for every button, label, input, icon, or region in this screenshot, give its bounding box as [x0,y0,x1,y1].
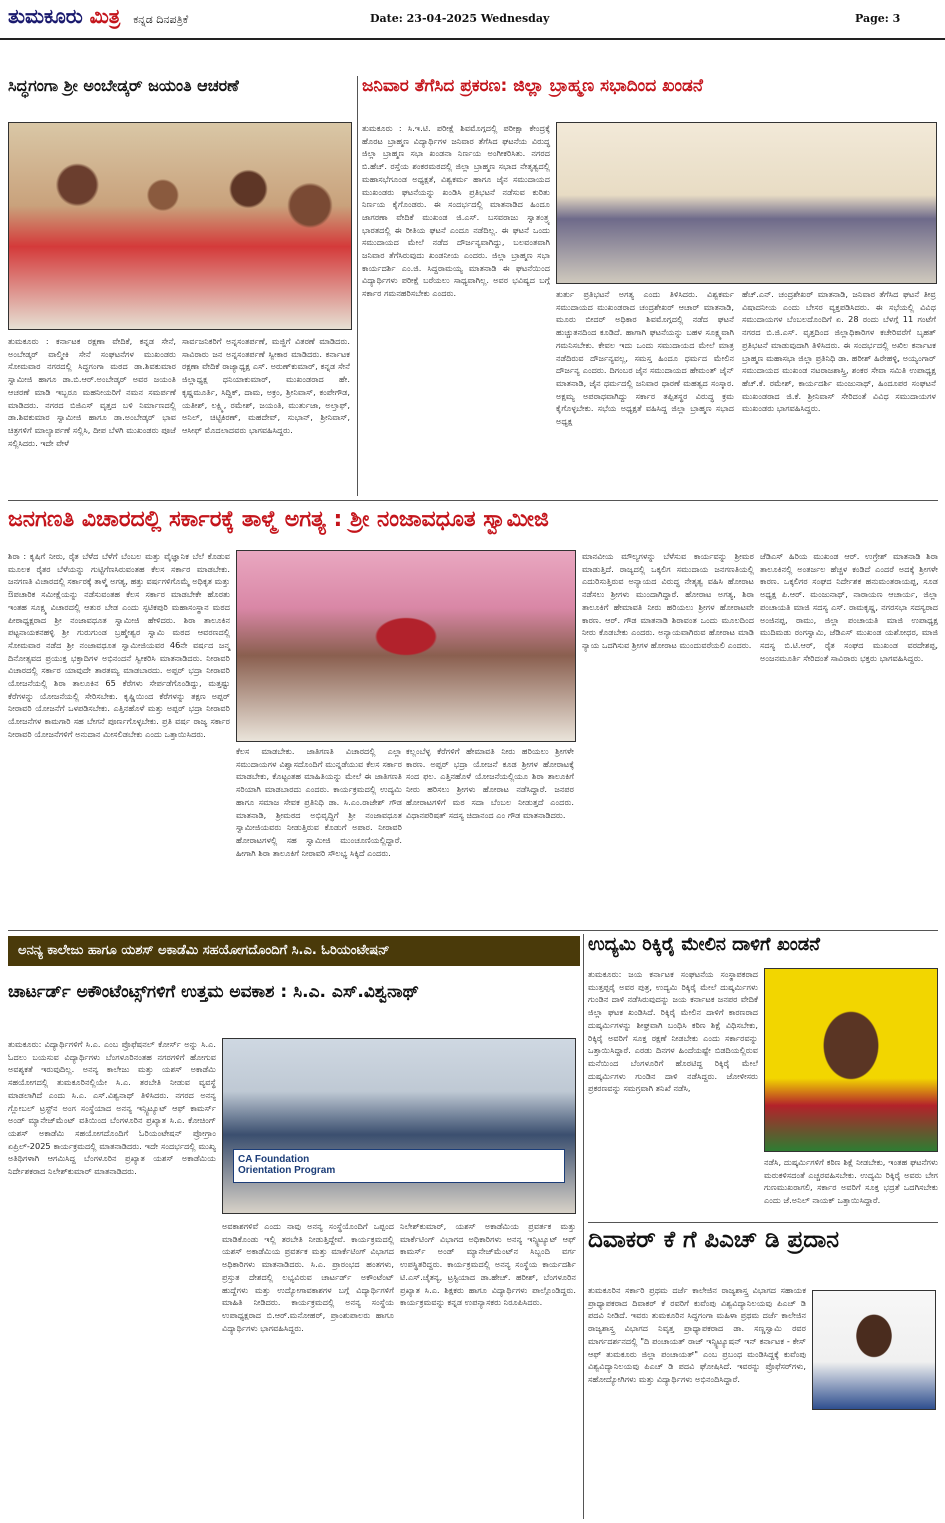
story5-col1: ತುಮಕೂರು: ಜಯ ಕರ್ನಾಟಕ ಸಂಘಟನೆಯ ಸಂಸ್ಥಾಪಕರಾದ ಮುತ್ತಪ್ಪರೈ ಅವರ ಪುತ್ರ, ಉದ್ಯಮಿ ರಿಕ್ಕಿರೈ ಮೇಲೆ ದುಷ್ಕರ್ಮಿಗಳು ಗುಂಡಿನ ದಾಳಿ ನಡೆಸಿರುವುದನ್ನು ಜಯ ಕರ್ನಾಟಕ ಜನಪರ ವೇದಿಕೆ ಜಿಲ್ಲಾ ಘಟಕ ಖಂಡಿಸಿದೆ. ರಿಕ್ಕಿರೈ ಮೇಲಿನ ದಾಳಿಗೆ ಕಾರಣರಾದ ದುಷ್ಕರ್ಮಿಗಳನ್ನು ಶೀಘ್ರವಾಗಿ ಬಂಧಿಸಿ ಕಠಿಣ ಶಿಕ್ಷೆ ವಿಧಿಸಬೇಕು, ರಿಕ್ಕಿರೈ ಅವರಿಗೆ ಸೂಕ್ತ ರಕ್ಷಣೆ ನೀಡಬೇಕು ಎಂದು ಸರ್ಕಾರವನ್ನು ಒತ್ತಾಯಿಸಿದ್ದಾರೆ. ಎರಡು ದಿನಗಳ ಹಿಂದೆಯಷ್ಟೇ ಬಿಡದಿಯಲ್ಲಿರುವ ಮನೆಯಿಂದ ಬೆಂಗಳೂರಿಗೆ ಹೊರಟಿದ್ದ ರಿಕ್ಕಿರೈ ಮೇಲೆ ದುಷ್ಕರ್ಮಿಗಳು ಗುಂಡಿನ ದಾಳಿ ನಡೆಸಿದ್ದರು. ಜೋಳೀಸರು ಪ್ರಕರಣವನ್ನು ಸಮಗ್ರವಾಗಿ ತನಿಖೆ ನಡೆಸಿ, [588,969,758,1094]
story6-body: ತುಮಕೂರಿನ ಸರ್ಕಾರಿ ಪ್ರಥಮ ದರ್ಜೆ ಕಾಲೇಜಿನ ರಾಜ್ಯಶಾಸ್ತ್ರ ವಿಭಾಗದ ಸಹಾಯಕ ಪ್ರಾಧ್ಯಾಪಕರಾದ ದಿವಾಕರ್ ಕೆ ರವರಿಗೆ ಕುವೆಂಪು ವಿಶ್ವವಿದ್ಯಾನಿಲಯವು ಪಿಎಚ್ ಡಿ ಪದವಿ ನೀಡಿದೆ. ಇವರು ತುಮಕೂರಿನ ಸಿದ್ಧಗಂಗಾ ಮಹಿಳಾ ಪ್ರಥಮ ದರ್ಜೆ ಕಾಲೇಜಿನ ರಾಜ್ಯಶಾಸ್ತ್ರ ವಿಭಾಗದ ನಿವೃತ್ತ ಪ್ರಾಧ್ಯಾಪಕರಾದ ಡಾ. ಸಣ್ಣಸ್ವಾಮಿ ರವರ ಮಾರ್ಗದರ್ಶನದಲ್ಲಿ "ದಿ ಪಂಚಾಯತ್ ರಾಜ್ ಇನ್ಸ್ಟಿಟ್ಯೂಷನ್ ಇನ್ ಕರ್ನಾಟಕ - ಕೇಸ್ ಆಫ್ ತುಮಕೂರು ಜಿಲ್ಲಾ ಪಂಚಾಯತ್" ಎಂಬ ಪ್ರಬಂಧ ಮಂಡಿಸಿದ್ದಕ್ಕೆ ಕುವೆಂಪು ವಿಶ್ವವಿದ್ಯಾನಿಲಯವು ಪಿಎಚ್ ಡಿ ಪದವಿ ಘೋಷಿಸಿದೆ. ಇವರನ್ನು ಪ್ರೊಫೆಸರ್‌ಗಳು, ಸಹೋದ್ಯೋಗಿಗಳು ಮತ್ತು ವಿದ್ಯಾರ್ಥಿಗಳು ಅಭಿನಂದಿಸಿದ್ದಾರೆ. [588,1285,806,1384]
section-divider [8,930,938,931]
page-number: Page: 3 [855,12,901,25]
story2-col2: ತುರ್ತು ಪ್ರತಿಭಟನೆ ಅಗತ್ಯ ಎಂದು ತಿಳಿಸಿದರು. ವಿಶ್ವಕರ್ಮ ಸಮುದಾಯದ ಮುಖಂಡರಾದ ಚಂದ್ರಶೇಖರ್ ಆಚಾರ್ ಮಾತನಾಡಿ, ಮೂರು ಬೀದರ್ ಅಧಿಕಾರ ಶಿವಮೊಗ್ಗದಲ್ಲಿ ನಡೆದ ಘಟನೆ ಹುಚ್ಚುತನದಿಂದ ಕೂಡಿದೆ. ಹಾಗಾಗಿ ಘಟನೆಯನ್ನು ಬಹಳ ಸೂಕ್ಷ್ಮವಾಗಿ ಗಮನಿಸಬೇಕು. ಕೇವಲ ಇದು ಒಂದು ಸಮುದಾಯದ ಮೇಲೆ ಮಾತ್ರ ನಡೆದಿರುವ ದೌರ್ಜನ್ಯವಲ್ಲ, ಸಮಸ್ತ ಹಿಂದೂ ಧರ್ಮದ ಮೇಲಿನ ದೌರ್ಜನ್ಯ ಎಂದರು. ದಿಗಂಬರ ಜೈನ ಸಮುದಾಯದ ಹೇಮಂತ್ ಜೈನ್ ಮಾತನಾಡಿ, ಜೈನ ಧರ್ಮದಲ್ಲಿ ಜನಿವಾರ ಧಾರಣೆ ಮಹತ್ವದ ಸಂಸ್ಕಾರ. ಅಕ್ಷಮ್ಯ ಅಪರಾಧವಾಗಿದ್ದು ಸರ್ಕಾರ ತಪ್ಪಿತಸ್ಥರ ವಿರುದ್ಧ ಕ್ರಮ ಕೈಗೊಳ್ಳಬೇಕು. ಸಭೆಯ ಅಧ್ಯಕ್ಷತೆ ವಹಿಸಿದ್ದ ಜಿಲ್ಲಾ ಬ್ರಾಹ್ಮಣ ಸಭಾದ ಅಧ್ಯಕ್ಷ [556,289,734,427]
story1-col2: ಸಾರ್ವಜನಿಕರಿಗೆ ಅನ್ನಸಂತರ್ಪಣೆ, ಮಜ್ಜಿಗೆ ವಿತರಣೆ ಮಾಡಿದರು. ಸಾವಿರಾರು ಜನ ಅನ್ನಸಂತರ್ಪಣೆ ಸ್ವೀಕಾರ ಮಾಡಿದರು. ಕರ್ನಾಟಕ ರಕ್ಷಣಾ ವೇದಿಕೆ ರಾಜ್ಯಾಧ್ಯಕ್ಷ ಎಸ್. ಅರುಣ್‌ಕುಮಾರ್, ಕನ್ನಡ ಸೇನೆ ಜಿಲ್ಲಾಧ್ಯಕ್ಷ ಧನಿಯಾಕುಮಾರ್, ಮುಖಂಡರಾದ ಹೇ. ಕೃಷ್ಣಮೂರ್ತಿ, ಸಿದ್ದಿಕ್, ದಾಮ, ಅಕ್ರಂ, ಶ್ರೀನಿವಾಸ್, ಕಂಪೇಗೌಡ, ಯತೀಶ್, ಲಕ್ಷ್ಮಿ, ರಮೇಶ್, ಜಯಂತಿ, ಮುರ್ತುಜಾ, ಅಲ್ತಾಫ್, ಅನಿಲ್, ಚಿಟ್ಟಿಕಿರಣ್, ಮಹದೇವ್, ಸುಭಾನ್, ಶ್ರೀನಿವಾಸ್, ಆಸೀಫ್ ಮೊದಲಾದವರು ಭಾಗವಹಿಸಿದ್ದರು. [182,336,350,435]
story3-headline: ಜನಗಣತಿ ವಿಚಾರದಲ್ಲಿ ಸರ್ಕಾರಕ್ಕೆ ತಾಳ್ಮೆ ಅಗತ್ಯ : ಶ್ರೀ ನಂಜಾವಧೂತ ಸ್ವಾಮೀಜಿ [8,507,549,532]
issue-date: Date: 23-04-2025 Wednesday [370,12,550,25]
story4-headline: ಚಾರ್ಟರ್ಡ್ ಅಕೌಂಟೆಂಟ್ಸ್‌ಗಳಿಗೆ ಉತ್ತಮ ಅವಕಾಶ : ಸಿ.ಎ. ಎಸ್.ವಿಶ್ವನಾಥ್ [8,982,420,1002]
story4-col1: ತುಮಕೂರು: ವಿದ್ಯಾರ್ಥಿಗಳಿಗೆ ಸಿ.ಎ. ಎಂಬ ಪ್ರೊಫೆಷನಲ್ ಕೋರ್ಸ್ ಅನ್ನು ಸಿ.ಎ. ಓದಲು ಬಯಸುವ ವಿದ್ಯಾರ್ಥಿಗಳು ಬೆಂಗಳೂರಿನಂತಹ ನಗರಗಳಿಗೆ ಹೋಗುವ ಅವಶ್ಯಕತೆ ಇರುವುದಿಲ್ಲ. ಅನನ್ಯ ಕಾಲೇಜು ಮತ್ತು ಯಶಸ್ ಅಕಾಡೆಮಿ ಸಹಯೋಗದಲ್ಲಿ ತುಮಕೂರಿನಲ್ಲಿಯೇ ಸಿ.ಎ. ತರಬೇತಿ ನೀಡುವ ವ್ಯವಸ್ಥೆ ಮಾಡಲಾಗಿದೆ ಎಂದು ಸಿ.ಎ. ಎಸ್.ವಿಶ್ವನಾಥ್ ತಿಳಿಸಿದರು. ನಗರದ ಅನನ್ಯ ಗ್ಲೋಬಲ್ ಟ್ರಸ್ಟ್‌ನ ಅಂಗ ಸಂಸ್ಥೆಯಾದ ಅನನ್ಯ ಇನ್ಸ್ಟಿಟ್ಯೂಟ್ ಆಫ್ ಕಾಮರ್ಸ್ ಅಂಡ್ ಮ್ಯಾನೇಜ್‌ಮೆಂಟ್ ವತಿಯಿಂದ ಬೆಂಗಳೂರಿನ ಪ್ರಖ್ಯಾತ ಸಿ.ಎ. ಕೋಚಿಂಗ್ ಯಶಸ್ ಅಕಾಡೆಮಿ ಸಹಯೋಗದೊಂದಿಗೆ ಓರಿಯಂಟೇಷನ್ ಪ್ರೋಗ್ರಾಂ ಏಪ್ರಿಲ್-2025 ಕಾರ್ಯಕ್ರಮದಲ್ಲಿ ಮಾತನಾಡಿದರು. ಇದೇ ಸಂದರ್ಭದಲ್ಲಿ ಮುಖ್ಯ ಅತಿಥಿಗಳಾಗಿ ಆಗಮಿಸಿದ್ದ ಬೆಂಗಳೂರಿನ ಪ್ರಖ್ಯಾತ ಯಶಸ್ ಅಕಾಡೆಮಿಯ ನಿರ್ದೇಶಕರಾದ ನಿಲೇಶ್‌ಕುಮಾರ್ ಮಾತನಾಡಿದರು. [8,1039,216,1177]
story3-col2: ಕೆಲಸ ಮಾಡಬೇಕು. ಜಾತಿಗಣತಿ ವಿಚಾರದಲ್ಲಿ ಎಲ್ಲಾ ಸಮುದಾಯಗಳ ವಿಶ್ವಾಸದೊಂದಿಗೆ ಮುನ್ನಡೆಯುವ ಕೆಲಸ ಸರ್ಕಾರ ಮಾಡಬೇಕು, ಕೊಟ್ಟಂತಹ ಮಾಹಿತಿಯನ್ನು ಮೇಲೆ ಈ ಜಾತಿಗಣತಿ ಸರಿಯಾಗಿ ಮಾಡಬಾರದು ಎಂದರು. ಕಾರ್ಯಕ್ರಮದಲ್ಲಿ ಉದ್ಯಮಿ ಹಾಗೂ ಸಮಾಜ ಸೇವಕ ಪ್ರತಿನಿಧಿ ಡಾ. ಸಿ.ಎಂ.ರಾಜೇಶ್ ಗೌಡ ಮಾತನಾಡಿ, ಶ್ರೀಮಠದ ಅಭಿವೃದ್ಧಿಗೆ ಶ್ರೀ ನಂಜಾವಧೂತ ಸ್ವಾಮೀಜಿಯವರು ನೀಡುತ್ತಿರುವ ಕೊಡುಗೆ ಅಪಾರ. ನೀರಾವರಿ ಹೋರಾಟಗಳಲ್ಲಿ ಸಹ ಸ್ವಾಮೀಜಿ ಮುಂಚೂಣಿಯಲ್ಲಿದ್ದಾರೆ. ಹೀಗಾಗಿ ಶಿರಾ ತಾಲೂಕಿಗೆ ನೀರಾವರಿ ಸೌಲಭ್ಯ ಸಿಕ್ಕಿದೆ ಎಂದರು. [236,746,402,858]
photo-banner [233,1149,565,1183]
story3-col3: ಕಲ್ಲಂಬೆಳ್ಳ ಕೆರೆಗಳಿಗೆ ಹೇಮಾವತಿ ನೀರು ಹರಿಯಲು ಶ್ರೀಗಳೇ ಕಾರಣ. ಅಪ್ಪರ್ ಭದ್ರಾ ಯೋಜನೆ ಕೂಡ ಶ್ರೀಗಳ ಹೋರಾಟಕ್ಕೆ ಸಂದ ಫಲ. ಎತ್ತಿನಹೊಳೆ ಯೋಜನೆಯಲ್ಲಿಯೂ ಶಿರಾ ತಾಲೂಕಿಗೆ ನೀರು ಹರಿಸಲು ಶ್ರೀಗಳು ಹೋರಾಟ ನಡೆಸಿದ್ದಾರೆ. ಜನಪರ ಹೋರಾಟಗಳಿಗೆ ಮಠ ಸದಾ ಬೆಂಬಲ ನೀಡುತ್ತದೆ ಎಂದರು. ವಿಧಾನಪರಿಷತ್ ಸದಸ್ಯ ಚಿದಾನಂದ ಎಂ ಗೌಡ ಮಾತನಾಡಿದರು. [406,746,574,820]
story2-col1: ತುಮಕೂರು : ಸಿ.ಇ.ಟಿ. ಪರೀಕ್ಷೆ ಶಿವಮೊಗ್ಗದಲ್ಲಿ ಪರೀಕ್ಷಾ ಕೇಂದ್ರಕ್ಕೆ ಹೊರಟ ಬ್ರಾಹ್ಮಣ ವಿದ್ಯಾರ್ಥಿಗಳ ಜನಿವಾರ ತೆಗೆಸಿದ ಘಟನೆಯ ವಿರುದ್ಧ ಜಿಲ್ಲಾ ಬ್ರಾಹ್ಮಣ ಸಭಾ ಖಂಡನಾ ನಿರ್ಣಯ ಅಂಗೀಕರಿಸಿತು. ನಗರದ ಬಿ.ಹೆಚ್. ರಸ್ತೆಯ ಶಂಕರಮಠದಲ್ಲಿ ಜಿಲ್ಲಾ ಬ್ರಾಹ್ಮಣ ಸಭಾದ ನೇತೃತ್ವದಲ್ಲಿ ಮಹಾಸಭೆಗೂಂಡ ಅಧ್ಯಕ್ಷತೆ, ವಿಶ್ವಕರ್ಮ ಹಾಗೂ ಜೈನ ಸಮುದಾಯದ ಮುಖಂಡರು ಘಟನೆಯನ್ನು ಖಂಡಿಸಿ ಪ್ರತಿಭಟನೆ ನಡೆಸುವ ಕುರಿತು ನಿರ್ಣಯ ಕೈಗೊಂಡರು. ಈ ಸಂದರ್ಭದಲ್ಲಿ ಮಾತನಾಡಿದ ಹಿಂದೂ ಜಾಗರಣಾ ವೇದಿಕೆ ಮುಖಂಡ ಜಿ.ಎಸ್. ಬಸವರಾಜು ಸ್ವಾತಂತ್ರ್ಯ ಭಾರತದಲ್ಲಿ ಈ ರೀತಿಯ ಘಟನೆ ಎಂದೂ ನಡೆದಿಲ್ಲ. ಈ ಘಟನೆ ಒಂದು ಸಮುದಾಯದ ಮೇಲೆ ನಡೆದ ದೌರ್ಜನ್ಯವಾಗಿದ್ದು, ಬಲವಂತವಾಗಿ ಜನಿವಾರ ತೆಗೆಸಿರುವುದು ಖಂಡನೀಯ ಎಂದರು. ಜಿಲ್ಲಾ ಬ್ರಾಹ್ಮಣ ಸಭಾ ಕಾರ್ಯದರ್ಶಿ ಎಂ.ಜಿ. ಸಿದ್ದರಾಮಯ್ಯ ಮಾತನಾಡಿ ಈ ಘಟನೆಯಿಂದ ವಿದ್ಯಾರ್ಥಿಗಳು ಪರೀಕ್ಷೆ ಬರೆಯಲು ಸಾಧ್ಯವಾಗಿಲ್ಲ. ಅವರ ಭವಿಷ್ಯದ ಬಗ್ಗೆ ಸರ್ಕಾರ ಗಮನಹರಿಸಬೇಕು ಎಂದರು. [362,123,550,299]
masthead [8,4,188,28]
section-divider [8,500,938,501]
story6-headline: ದಿವಾಕರ್ ಕೆ ಗೆ ಪಿಎಚ್ ಡಿ ಪ್ರದಾನ [588,1227,840,1253]
story4-col3: ನಿಲೇಶ್‌ಕುಮಾರ್, ಯಶಸ್ ಅಕಾಡೆಮಿಯ ಪ್ರವರ್ತಕ ಮತ್ತು ಮಾರ್ಕೆಟಿಂಗ್ ವಿಭಾಗದ ಅಧಿಕಾರಿಗಳು ಅನನ್ಯ ಇನ್ಸ್ಟಿಟ್ಯೂಟ್ ಆಫ್ ಕಾಮರ್ಸ್ ಅಂಡ್ ಮ್ಯಾನೇಜ್‌ಮೆಂಟ್‌ನ ಸಿಬ್ಬಂದಿ ವರ್ಗ ಉಪಸ್ಥಿತರಿದ್ದರು. ಕಾರ್ಯಕ್ರಮದಲ್ಲಿ ಅನನ್ಯ ಸಂಸ್ಥೆಯ ಕಾರ್ಯದರ್ಶಿ ಟಿ.ಎಸ್.ಚೈತನ್ಯ, ಟ್ರಸ್ಟಿಯಾದ ಡಾ.ಹೇಚ್. ಹರೀಶ್, ಬೆಂಗಳೂರಿನ ಪ್ರಖ್ಯಾತ ಸಿ.ಎ. ಶಿಕ್ಷಕರು ಹಾಗೂ ವಿದ್ಯಾರ್ಥಿಗಳು ಪಾಲ್ಗೊಂಡಿದ್ದರು. ಕಾರ್ಯಕ್ರಮವನ್ನು ಕನ್ನಡ ಉಪನ್ಯಾಸಕರು ನಿರೂಪಿಸಿದರು. [400,1221,576,1308]
story4-photo [222,1038,576,1214]
masthead-name-a: ತುಮಕೂರು [8,4,83,28]
masthead-tagline: ಕನ್ನಡ ದಿನಪತ್ರಿಕೆ [133,13,189,26]
story1-col1: ತುಮಕೂರು : ಕರ್ನಾಟಕ ರಕ್ಷಣಾ ವೇದಿಕೆ, ಕನ್ನಡ ಸೇನೆ, ಅಂಬೇಡ್ಕರ್ ವಾಲ್ಮೀಕಿ ಸೇನೆ ಸಂಘಟನೆಗಳ ಮುಖಂಡರು ಸೋಮವಾರ ನಗರದಲ್ಲಿ ಸಿದ್ಧಗಂಗಾ ಮಠದ ಡಾ.ಶಿವಕುಮಾರ ಸ್ವಾಮೀಜಿ ಹಾಗೂ ಡಾ.ಬಿ.ಆರ್.ಅಂಬೇಡ್ಕರ್ ಅವರ ಜಯಂತಿ ಆಚರಣೆ ಮಾಡಿ ಇಬ್ಬರೂ ಮಹನೀಯರಿಗೆ ನಮನ ಸಮರ್ಪಣೆ ಮಾಡಿದರು. ನಗರದ ಬಿಜಿಎಸ್ ವೃತ್ತದ ಬಳಿ ನಿರ್ಮಾಣದಲ್ಲಿ ಡಾ.ಶಿವಕುಮಾರ ಸ್ವಾಮೀಜಿ ಹಾಗೂ ಡಾ.ಅಂಬೇಡ್ಕರ್ ಭಾವ ಚಿತ್ರಗಳಿಗೆ ಮಾಲ್ಯಾರ್ಪಣೆ ಸಲ್ಲಿಸಿ, ದೀಪ ಬೆಳಗಿ ಮುಖಂಡರು ಪೂಜೆ ಸಲ್ಲಿಸಿದರು. ಇದೇ ವೇಳೆ [8,336,176,448]
story3-col5: ಜೆಡಿಎಸ್ ಹಿರಿಯ ಮುಖಂಡ ಆರ್. ಉಗ್ರೇಶ್ ಮಾತನಾಡಿ ಶಿರಾ ತಾಲೂಕಿನಲ್ಲಿ ಅಂತರ್ಜಲ ಹೆಚ್ಚಳ ಕಂಡಿದೆ ಎಂದರೆ ಅದಕ್ಕೆ ಶ್ರೀಗಳೇ ಕಾರಣ. ಒಕ್ಕಲಿಗರ ಸಂಘದ ನಿರ್ದೇಶಕ ಹನುಮಂತರಾಯಪ್ಪ, ಸೂಡ ಅಧ್ಯಕ್ಷ ಪಿ.ಆರ್. ಮಂಜುನಾಥ್, ನಾರಾಯಣ ಆಚಾರ್ಯ, ಜಿಲ್ಲಾ ಪಂಚಾಯತಿ ಮಾಜಿ ಸದಸ್ಯ ಎಸ್. ರಾಮಕೃಷ್ಣ, ನಗರಸಭಾ ಸದಸ್ಯರಾದ ಅಂಜಿನಪ್ಪ, ರಾಮು, ಜಿಲ್ಲಾ ಪಂಚಾಯತಿ ಮಾಜಿ ಉಪಾಧ್ಯಕ್ಷ ಮುದಿಮಡು ರಂಗಸ್ವಾಮಿ, ಜೆಡಿಎಸ್ ಮುಖಂಡ ಯಶೋಧರ, ಮಾಜಿ ಸದಸ್ಯ ಬಿ.ಟಿ.ಆರ್, ರೈತ ಸಂಘದ ಮುಖಂಡ ವರದೇಶಪ್ಪ, ಅಂಜನಮೂರ್ತಿ ಸೇರಿದಂತೆ ಸಾವಿರಾರು ಭಕ್ತರು ಭಾಗವಹಿಸಿದ್ದರು. [760,551,938,663]
column-divider [583,934,584,1519]
story5-col2: ನಡೆಸಿ, ದುಷ್ಕರ್ಮಿಗಳಿಗೆ ಕಠಿಣ ಶಿಕ್ಷೆ ನೀಡಬೇಕು, ಇಂತಹ ಘಟನೆಗಳು ಮರುಕಳಿಸದಂತೆ ಎಚ್ಚರವಹಿಸಬೇಕು. ಉದ್ಯಮಿ ರಿಕ್ಕಿರೈ ಅವರು ಬೇಗ ಗುಣಮುಖರಾಗಲಿ, ಸರ್ಕಾರ ಅವರಿಗೆ ಸೂಕ್ತ ಭದ್ರತೆ ಒದಗಿಸಬೇಕು ಎಂದು ಜೆ.ಅನಿಲ್ ನಾಯಕ್ ಒತ್ತಾಯಿಸಿದ್ದಾರೆ. [764,1157,938,1206]
story2-col3: ಹೆಚ್.ಎನ್. ಚಂದ್ರಶೇಖರ್ ಮಾತನಾಡಿ, ಜನಿವಾರ ತೆಗೆಸಿದ ಘಟನೆ ತೀವ್ರ ವಿಷಾದನೀಯ ಎಂದು ಬೇಸರ ವ್ಯಕ್ತಪಡಿಸಿದರು. ಈ ಸಭೆಯಲ್ಲಿ ವಿವಿಧ ಸಮುದಾಯಗಳ ಬೆಂಬಲದೊಂದಿಗೆ ಏ. 28 ರಂದು ಬೆಳಗ್ಗೆ 11 ಗಂಟೆಗೆ ನಗರದ ಬಿ.ಜಿ.ಎಸ್. ವೃತ್ತದಿಂದ ಜಿಲ್ಲಾಧಿಕಾರಿಗಳ ಕಚೇರಿವರೆಗೆ ಬೃಹತ್ ಪ್ರತಿಭಟನೆ ಮಾಡುವುದಾಗಿ ತಿಳಿಸಿದರು. ಈ ಸಂದರ್ಭದಲ್ಲಿ ಅಖಿಲ ಕರ್ನಾಟಕ ಬ್ರಾಹ್ಮಣ ಮಹಾಸಭಾ ಜಿಲ್ಲಾ ಪ್ರತಿನಿಧಿ ಡಾ. ಹರೀಶ್ ಹಿರೇಹಳ್ಳಿ, ಅಯ್ಯಂಗಾರ್ ಸಮುದಾಯದ ಮುಖಂಡ ನಟರಾಜಶಾಸ್ತ್ರಿ, ಶಂಕರ ಸೇವಾ ಸಮಿತಿ ಉಪಾಧ್ಯಕ್ಷ ಹೆಚ್.ಕೆ. ರಮೇಶ್, ಕಾರ್ಯದರ್ಶಿ ಮಂಜುನಾಥ್, ಹಿಂದೂಪರ ಸಂಘಟನೆ ಮುಖಂಡರಾದ ಜಿ.ಕೆ. ಶ್ರೀನಿವಾಸ್ ಸೇರಿದಂತೆ ವಿವಿಧ ಸಮುದಾಯಗಳ ಮುಖಂಡರು ಭಾಗವಹಿಸಿದ್ದರು. [742,289,936,414]
story1-headline: ಸಿದ್ಧಗಂಗಾ ಶ್ರೀ ಅಂಬೇಡ್ಕರ್ ಜಯಂತಿ ಆಚರಣೆ [8,76,239,95]
story4-kicker: ಅನನ್ಯ ಕಾಲೇಜು ಹಾಗೂ ಯಶಸ್ ಅಕಾಡೆಮಿ ಸಹಯೋಗದೊಂದಿಗೆ ಸಿ.ಎ. ಓರಿಯಂಟೇಷನ್ [8,936,580,966]
story5-portrait [764,968,938,1152]
banner-line-1: CA Foundation [238,1154,310,1165]
story6-portrait [812,1290,936,1410]
section-divider [588,1222,938,1223]
masthead-name-b: ಮಿತ್ರ [89,4,121,28]
story2-photo [556,122,937,284]
banner-line-2: Orientation Program [238,1165,336,1176]
column-divider [357,76,358,496]
story3-col1: ಶಿರಾ : ಕೃಷಿಗೆ ನೀರು, ರೈತ ಬೆಳೆದ ಬೆಳೆಗೆ ಬೆಂಬಲ ಮತ್ತು ವೈಜ್ಞಾನಿಕ ಬೆಲೆ ಕೊಡುವ ಮೂಲಕ ರೈತರ ಬೆಳೆಯನ್ನು ಗುಟ್ಟಿಗೆಣಸಿರುವಂತಹ ಕೆಲಸ ಸರ್ಕಾರ ಮಾಡಬೇಕು. ಜನಗಣತಿ ವಿಚಾರದಲ್ಲಿ ಸರ್ಕಾರಕ್ಕೆ ತಾಳ್ಮೆ ಅಗತ್ಯ, ಹತ್ತು ವರ್ಷಗಳಿಗೊಮ್ಮೆ ಅಧಿಕೃತ ಮತ್ತು ಔಪಚಾರಿಕ ಸಮೀಕ್ಷೆಯನ್ನು ನಡೆಸುವಂತಹ ಕೆಲಸ ಸರ್ಕಾರ ಮಾಡಬೇಕೇ ಹೊರತು ಇಂತಹ ಸೂಕ್ಷ್ಮ ವಿಚಾರದಲ್ಲಿ ಆತುರ ಬೇಡ ಎಂದು ಸ್ಫಟಿಕಪುರಿ ಮಹಾಸಂಸ್ಥಾನ ಮಠದ ಪೀಠಾಧ್ಯಕ್ಷರಾದ ಶ್ರೀ ನಂಜಾವಧೂತ ಸ್ವಾಮೀಜಿ ಹೇಳಿದರು. ಶಿರಾ ತಾಲೂಕಿನ ಪಟ್ಟನಾಯಕನಹಳ್ಳಿ ಶ್ರೀ ಗುರುಗುಂಡ ಬ್ರಹ್ಮೇಶ್ವರ ಸ್ವಾಮಿ ಮಠದ ಆವರಣದಲ್ಲಿ ಸೋಮವಾರ ನಡೆದ ಶ್ರೀ ನಂಜಾವಧೂತ ಸ್ವಾಮೀಜಿಯವರ 46ನೇ ವರ್ಷದ ಜನ್ಮ ದಿನೋತ್ಸವದ ಪ್ರಯುಕ್ತ ಭಕ್ತಾದಿಗಳ ಅಭಿನಂದನೆ ಸ್ವೀಕರಿಸಿ ಮಾತನಾಡಿದರು. ನೀರಾವರಿ ವಿಚಾರದಲ್ಲಿ ಸರ್ಕಾರ ಯಾವುದೇ ತಾರತಮ್ಯ ಮಾಡಬಾರದು. ಅಪ್ಪರ್ ಭದ್ರಾ ನೀರಾವರಿ ಯೋಜನೆಯಲ್ಲಿ ಶಿರಾ ತಾಲೂಕಿನ 65 ಕೆರೆಗಳು ಸೇರ್ಪಡೆಗೊಂಡಿದ್ದು, ಮತ್ತಷ್ಟು ಕೆರೆಗಳನ್ನು ಯೋಜನೆಯಲ್ಲಿ ಸೇರಿಸಬೇಕು. ಕೃಷ್ಣಿಯಿಂದ ಕೆರೆಗಳನ್ನು ತಕ್ಷಣ ಅಪ್ಪರ್ ನೀರಾವರಿ ಯೋಜನೆಗೆ ಒಳಪಡಿಸಬೇಕು. ಎತ್ತಿನಹೊಳೆ ಮತ್ತು ಅಪ್ಪರ್ ಭದ್ರಾ ನೀರಾವರಿ ಯೋಜನೆಗಳ ಕಾಮಗಾರಿ ಸಹ ಬೇಗನೆ ಪೂರ್ಣಗೊಳ್ಳಬೇಕು. ಪ್ರತಿ ವರ್ಷ ರಾಜ್ಯ ಸರ್ಕಾರ ನೀರಾವರಿ ಯೋಜನೆಗಳಿಗೆ ಅನುದಾನ ಮೀಸಲಿಡಬೇಕು ಎಂದು ಒತ್ತಾಯಿಸಿದರು. [8,551,230,739]
story1-photo [8,122,352,330]
story3-col4: ಮಾನವೀಯ ಮೌಲ್ಯಗಳನ್ನು ಬೆಳೆಸುವ ಕಾರ್ಯವನ್ನು ಶ್ರೀಮಠ ಮಾಡುತ್ತಿದೆ. ರಾಜ್ಯದಲ್ಲಿ ಒಕ್ಕಲಿಗ ಸಮುದಾಯ ಜನಗಣತಿಯಲ್ಲಿ ಎದುರಿಸುತ್ತಿರುವ ಅನ್ಯಾಯದ ವಿರುದ್ಧ ನೇತೃತ್ವ ವಹಿಸಿ ಹೋರಾಟ ನಡೆಸಲು ಶ್ರೀಗಳು ಮುಂದಾಗಿದ್ದಾರೆ. ಹೋರಾಟ ಅಗತ್ಯ, ಶಿರಾ ತಾಲೂಕಿಗೆ ಹೇಮಾವತಿ ನೀರು ಹರಿಯಲು ಶ್ರೀಗಳ ಹೋರಾಟವೇ ಕಾರಣ. ಆರ್. ಗೌಡ ಮಾತನಾಡಿ ಶಿರಾವಂತ ಒಂದು ಮೂಲದಿಂದ ನೀರು ಕೊಡಬೇಕು ಎಂದರು. ಅನ್ಯಾಯವಾಗಿರುವ ಹೋರಾಟ ಮಾಡಿ ನ್ಯಾಯ ಒದಗಿಸುವ ಶ್ರೀಗಳ ಹೋರಾಟ ಮುಂದುವರೆಯಲಿ ಎಂದರು. [582,551,754,650]
story4-col2: ಅವಕಾಶಗಳಿವೆ ಎಂದು ನಾವು ಅನನ್ಯ ಸಂಸ್ಥೆಯೊಂದಿಗೆ ಒಪ್ಪಂದ ಮಾಡಿಕೊಂಡು ಇಲ್ಲಿ ತರಬೇತಿ ನೀಡುತ್ತಿದ್ದೇವೆ. ಕಾರ್ಯಕ್ರಮದಲ್ಲಿ ಯಶಸ್ ಅಕಾಡೆಮಿಯ ಪ್ರವರ್ತಕ ಮತ್ತು ಮಾರ್ಕೆಟಿಂಗ್ ವಿಭಾಗದ ಅಧಿಕಾರಿಗಳು ಮಾತನಾಡಿದರು. ಸಿ.ಎ. ಪ್ರಾರಂಭದ ಹಂತಗಳು, ಪ್ರಸ್ತುತ ದೇಶದಲ್ಲಿ ಲಭ್ಯವಿರುವ ಚಾರ್ಟರ್ಡ್ ಅಕೌಂಟೆಂಟ್ ಹುದ್ದೆಗಳು ಮತ್ತು ಉದ್ಯೋಗಾವಕಾಶಗಳ ಬಗ್ಗೆ ವಿದ್ಯಾರ್ಥಿಗಳಿಗೆ ಮಾಹಿತಿ ನೀಡಿದರು. ಕಾರ್ಯಕ್ರಮದಲ್ಲಿ ಅನನ್ಯ ಸಂಸ್ಥೆಯ ಉಪಾಧ್ಯಕ್ಷರಾದ ಬಿ.ಆರ್.ಮನೋಹರ್, ಪ್ರಾಂಶುಪಾಲರು ಹಾಗೂ ವಿದ್ಯಾರ್ಥಿಗಳು ಭಾಗವಹಿಸಿದ್ದರು. [222,1221,394,1333]
page-header [0,0,945,40]
story3-photo [236,550,576,742]
story2-headline: ಜನಿವಾರ ತೆಗೆಸಿದ ಪ್ರಕರಣ: ಜಿಲ್ಲಾ ಬ್ರಾಹ್ಮಣ ಸಭಾದಿಂದ ಖಂಡನೆ [362,76,703,96]
story5-headline: ಉದ್ಯಮಿ ರಿಕ್ಕಿರೈ ಮೇಲಿನ ದಾಳಿಗೆ ಖಂಡನೆ [588,934,820,955]
